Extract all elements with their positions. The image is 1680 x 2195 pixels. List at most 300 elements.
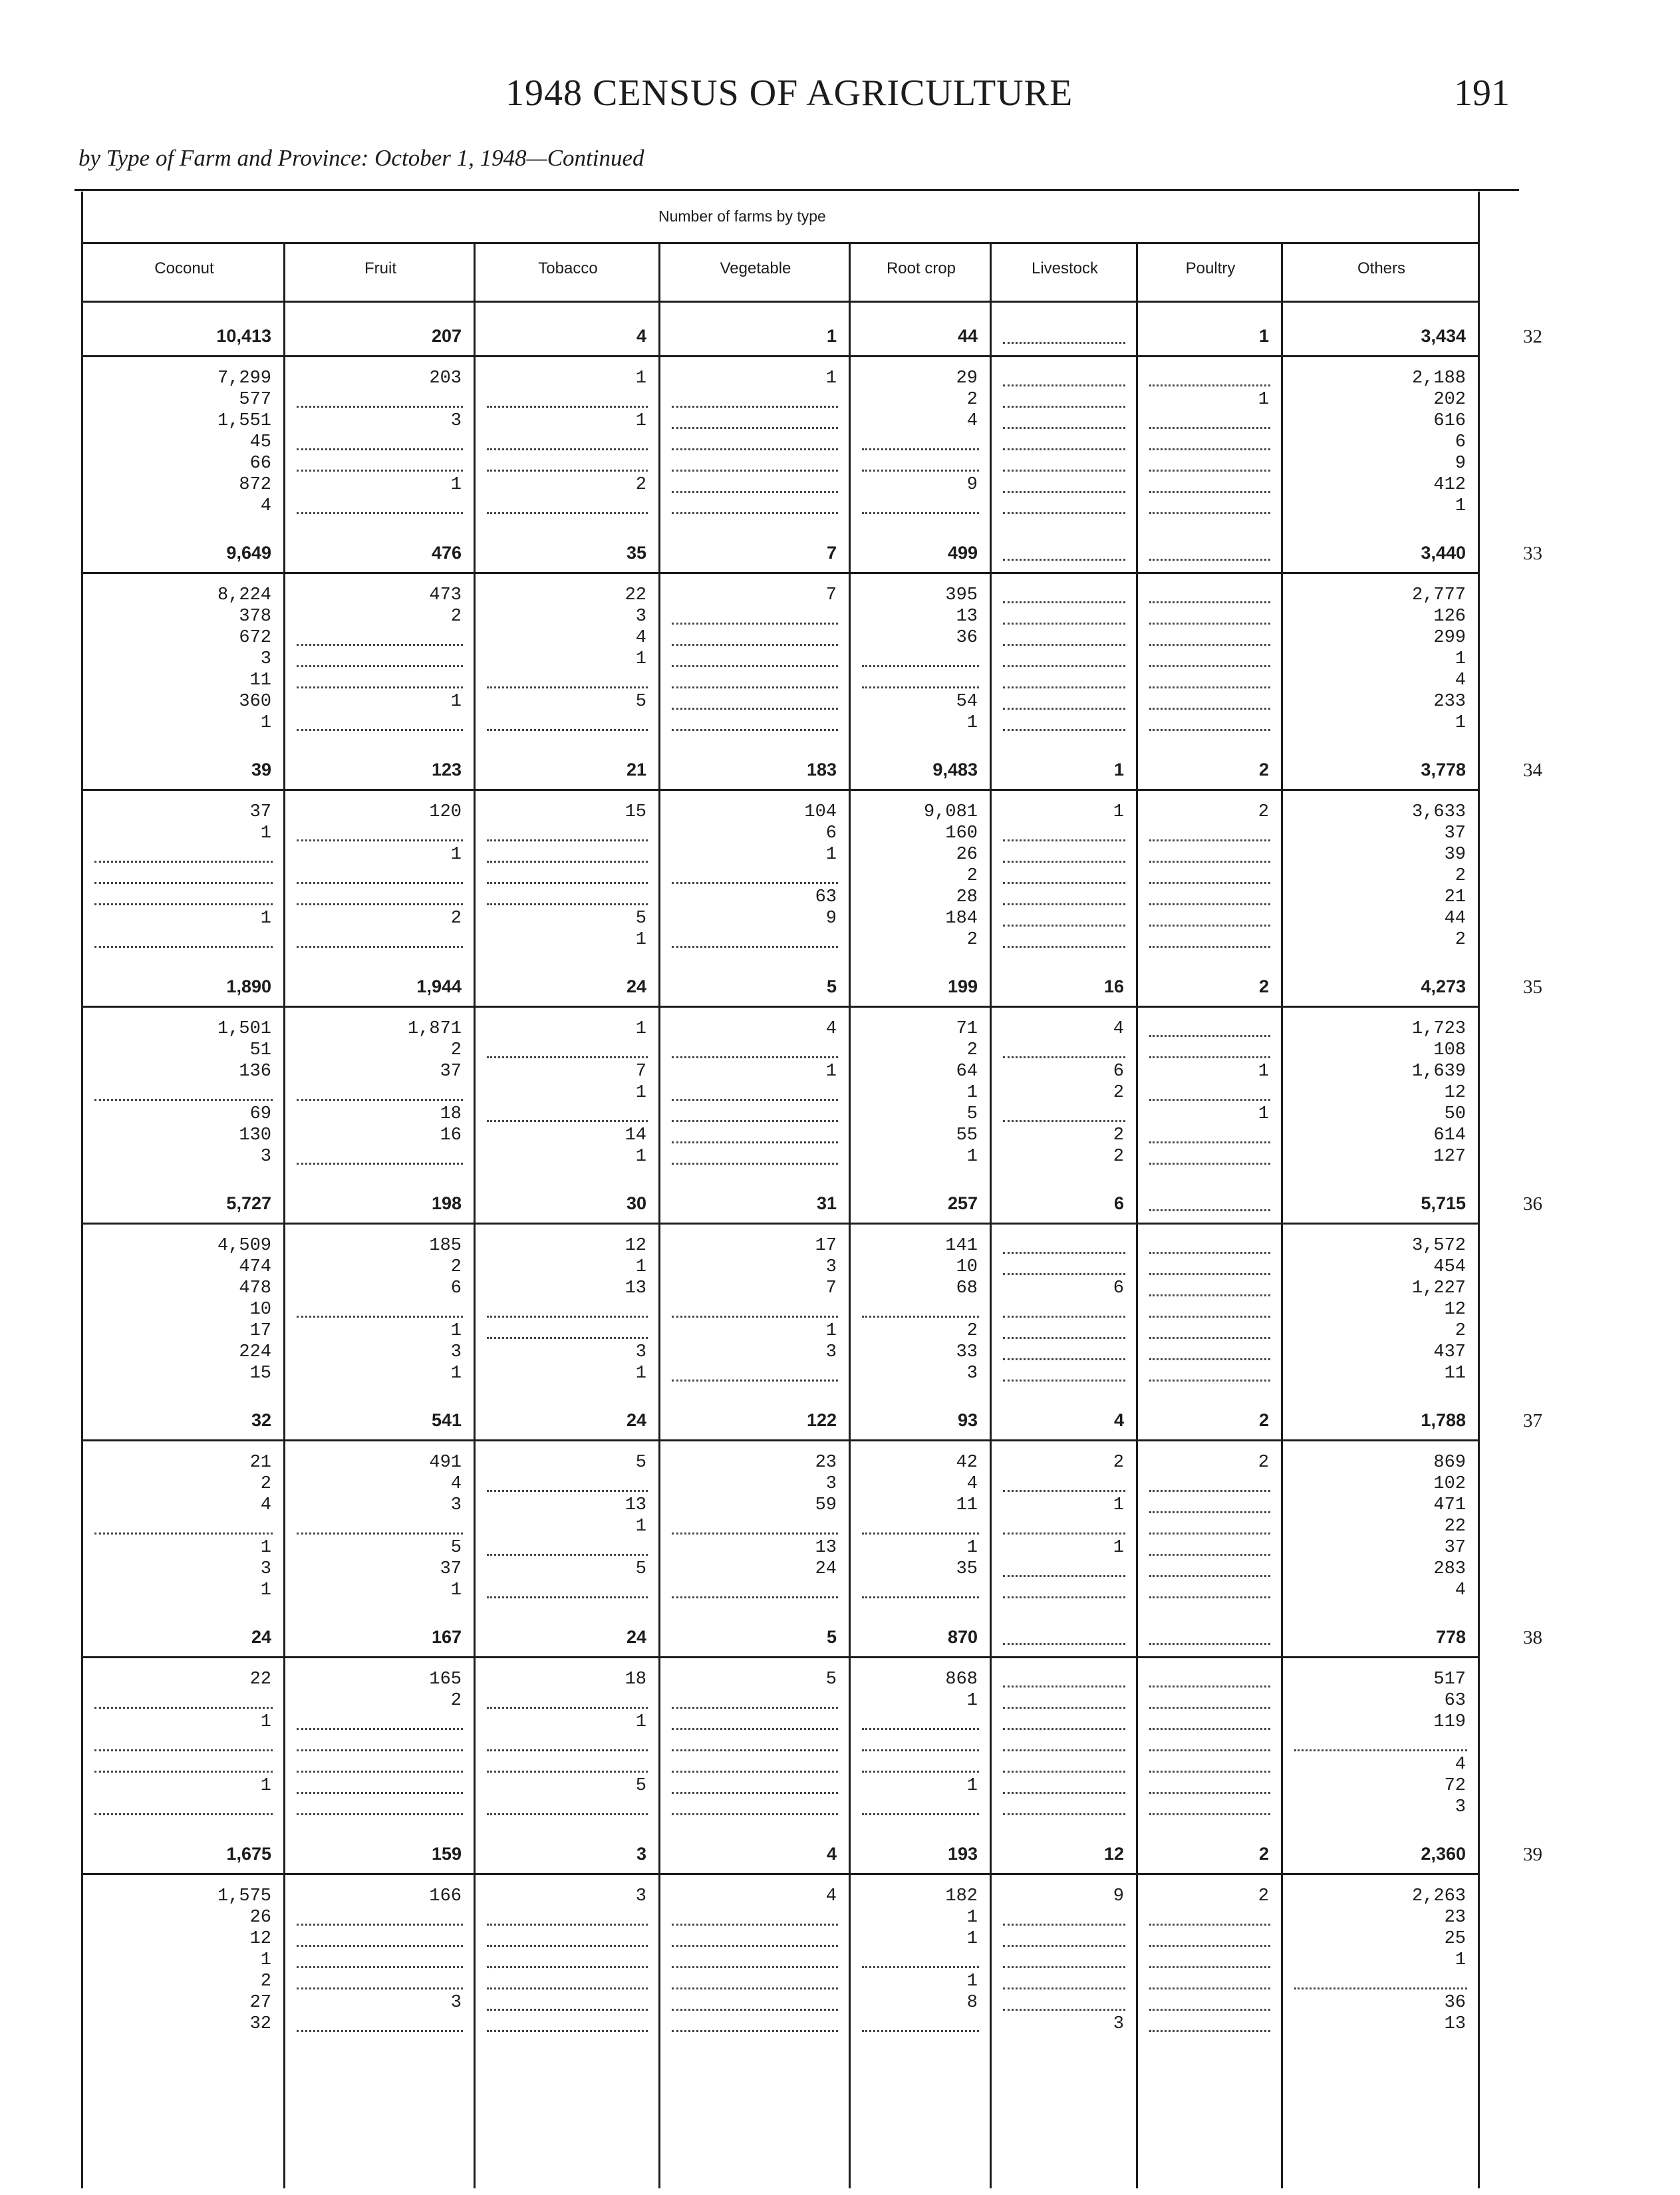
table-cell: 5 [635,909,646,929]
row-number: 35 [1523,976,1542,998]
table-cell: 2 [1113,1453,1124,1473]
table-cell: 2,777 [1411,585,1466,605]
table-cell: 166 [429,1886,462,1906]
dot-leader [94,946,273,948]
table-cell: 1 [260,713,271,733]
dot-leader [1149,1273,1270,1275]
table-cell: 1 [635,649,646,669]
table-cell: 1,227 [1411,1278,1466,1298]
table-cell: 14 [625,1125,646,1145]
dot-leader [672,1596,838,1598]
dot-leader [862,1966,979,1968]
total-cell: 199 [947,976,978,996]
dot-leader [672,1987,838,1989]
table-cell: 22 [1444,1517,1466,1536]
total-cell: 2 [1258,1844,1269,1864]
table-cell: 7,299 [217,368,271,388]
dot-leader [94,882,273,884]
table-cell: 1 [1113,1495,1124,1515]
table-cell: 1 [450,1321,462,1341]
dot-leader [94,861,273,863]
dot-leader [1149,1728,1270,1730]
table-cell: 3 [825,1257,837,1277]
dot-leader [487,686,648,688]
dot-leader [1149,1987,1270,1989]
total-cell: 1,788 [1421,1410,1466,1430]
table-cell: 130 [239,1125,271,1145]
table-cell: 22 [625,585,646,605]
dot-leader [1003,925,1125,927]
total-cell: 5 [826,1627,837,1647]
table-cell: 1 [635,1147,646,1167]
total-cell: 1 [1113,760,1124,780]
dot-leader [487,861,648,863]
dot-leader [1003,1575,1125,1577]
table-cell: 25 [1444,1929,1466,1949]
column-divider [81,192,83,2188]
dot-leader [672,1316,838,1318]
dot-leader [672,427,838,429]
table-cell: 1 [450,845,462,865]
table-cell: 8 [966,1993,978,2013]
dot-leader [487,2009,648,2011]
table-cell: 11 [1444,1364,1466,1384]
table-cell: 37 [440,1559,462,1579]
table-cell: 23 [815,1453,837,1473]
table-cell: 104 [804,802,837,822]
table-cell: 6 [1113,1062,1124,1082]
total-cell: 778 [1435,1627,1466,1647]
table-cell: 2 [450,1691,462,1711]
table-cell: 491 [429,1453,462,1473]
table-cell: 108 [1433,1040,1466,1060]
table-cell: 102 [1433,1474,1466,1494]
dot-leader [1149,729,1270,731]
table-cell: 37 [249,802,271,822]
table-cell: 6 [1455,432,1466,452]
dot-leader [672,1945,838,1947]
table-cell: 478 [239,1278,271,1298]
table-cell: 16 [440,1125,462,1145]
dot-leader [297,882,463,884]
table-cell: 35 [956,1559,978,1579]
dot-leader [1149,559,1270,561]
table-cell: 9 [1455,454,1466,474]
dot-leader [1149,925,1270,927]
dot-leader [1149,1643,1270,1645]
dot-leader [297,1099,463,1101]
dot-leader [1149,1685,1270,1687]
table-cell: 1 [966,1691,978,1711]
section-rule [81,355,1478,357]
table-cell: 2 [450,607,462,627]
dot-leader [297,839,463,841]
dot-leader [297,1924,463,1926]
table-cell: 1 [635,411,646,431]
total-cell: 2 [1258,760,1269,780]
table-cell: 23 [1444,1908,1466,1928]
table-cell: 3 [450,1342,462,1362]
row-number: 38 [1523,1627,1542,1648]
table-cell: 1 [1455,713,1466,733]
table-cell: 45 [249,432,271,452]
table-cell: 15 [249,1364,271,1384]
dot-leader [672,1707,838,1709]
table-cell: 13 [1444,2014,1466,2034]
table-cell: 2 [966,1321,978,1341]
dot-leader [1149,665,1270,667]
dot-leader [297,946,463,948]
dot-leader [1003,601,1125,603]
total-cell: 123 [431,760,462,780]
column-header: Fruit [364,259,396,277]
table-cell: 1 [966,1538,978,1558]
total-cell: 12 [1103,1844,1124,1864]
table-cell: 1 [635,1019,646,1039]
dot-leader [862,1596,979,1598]
dot-leader [672,946,838,948]
total-cell: 207 [431,326,462,346]
dot-leader [297,1728,463,1730]
table-cell: 1 [635,1712,646,1732]
dot-leader [1003,491,1125,493]
total-cell: 1 [826,326,837,346]
total-cell: 9,649 [226,543,271,563]
table-cell: 1 [635,1364,646,1384]
table-cell: 44 [1444,909,1466,929]
table-cell: 3 [966,1364,978,1384]
dot-leader [94,1771,273,1773]
table-cell: 12 [1444,1083,1466,1103]
page-title: 1948 CENSUS OF AGRICULTURE [505,73,1073,114]
total-cell: 24 [626,976,646,996]
table-cell: 28 [956,887,978,907]
table-cell: 1 [825,845,837,865]
dot-leader [1003,665,1125,667]
dot-leader [672,2009,838,2011]
table-cell: 1 [260,1776,271,1796]
total-cell: 6 [1113,1193,1124,1213]
table-cell: 13 [956,607,978,627]
table-cell: 474 [239,1257,271,1277]
total-cell: 9,483 [932,760,978,780]
table-cell: 5 [635,1559,646,1579]
total-cell: 93 [957,1410,978,1430]
total-cell: 257 [947,1193,978,1213]
total-cell: 10,413 [216,326,271,346]
dot-leader [1149,686,1270,688]
table-cell: 1 [966,1908,978,1928]
total-cell: 39 [251,760,271,780]
total-cell: 32 [251,1410,271,1430]
table-cell: 37 [440,1062,462,1082]
dot-leader [1003,448,1125,450]
dot-leader [862,2030,979,2032]
total-cell: 167 [431,1627,462,1647]
dot-leader [487,512,648,514]
table-cell: 22 [249,1670,271,1689]
table-cell: 71 [956,1019,978,1039]
total-cell: 31 [816,1193,837,1213]
table-cell: 412 [1433,475,1466,495]
table-cell: 126 [1433,607,1466,627]
table-cell: 4 [1455,1580,1466,1600]
dot-leader [297,644,463,646]
table-cell: 5 [966,1104,978,1124]
table-cell: 2 [966,1040,978,1060]
table-cell: 1 [1455,649,1466,669]
dot-leader [1003,1685,1125,1687]
table-cell: 7 [635,1062,646,1082]
table-cell: 1,501 [217,1019,271,1039]
dot-leader [94,1749,273,1751]
table-cell: 11 [956,1495,978,1515]
dot-leader [672,1728,838,1730]
section-rule [81,1873,1478,1875]
table-cell: 1 [635,1517,646,1536]
dot-leader [297,1987,463,1989]
table-cell: 10 [249,1300,271,1320]
dot-leader [672,1813,838,1815]
dot-leader [1003,2009,1125,2011]
dot-leader [1149,1252,1270,1254]
dot-leader [487,729,648,731]
dot-leader [672,491,838,493]
table-cell: 203 [429,368,462,388]
table-cell: 3 [825,1474,837,1494]
group-header: Number of farms by type [658,208,826,225]
table-cell: 17 [249,1321,271,1341]
table-cell: 37 [1444,823,1466,843]
column-divider [283,242,285,2188]
table-cell: 2 [1258,802,1269,822]
dot-leader [1003,1813,1125,1815]
dot-leader [297,1792,463,1794]
total-cell: 2,360 [1421,1844,1466,1864]
total-cell: 5,715 [1421,1193,1466,1213]
dot-leader [1149,1575,1270,1577]
table-cell: 224 [239,1342,271,1362]
table-cell: 12 [1444,1300,1466,1320]
table-cell: 1 [1113,1538,1124,1558]
dot-leader [672,1056,838,1058]
dot-leader [1149,861,1270,863]
table-cell: 517 [1433,1670,1466,1689]
table-cell: 395 [945,585,978,605]
dot-leader [1149,644,1270,646]
dot-leader [672,729,838,731]
dot-leader [1149,1792,1270,1794]
table-cell: 9 [825,909,837,929]
table-cell: 4 [966,411,978,431]
group-header-rule [81,242,1478,244]
table-cell: 27 [249,1993,271,2013]
dot-leader [672,644,838,646]
table-cell: 17 [815,1236,837,1256]
dot-leader [297,1771,463,1773]
table-cell: 2 [450,1040,462,1060]
table-cell: 54 [956,692,978,712]
table-subtitle: by Type of Farm and Province: October 1, 1948—Continued [78,145,644,171]
dot-leader [94,1813,273,1815]
table-cell: 2 [1113,1147,1124,1167]
table-cell: 1 [966,1776,978,1796]
dot-leader [297,512,463,514]
dot-leader [672,512,838,514]
total-cell: 499 [947,543,978,563]
column-header: Vegetable [720,259,791,277]
dot-leader [1003,406,1125,408]
dot-leader [1149,601,1270,603]
dot-leader [1003,1643,1125,1645]
table-cell: 2 [260,1474,271,1494]
table-cell: 72 [1444,1776,1466,1796]
dot-leader [1149,448,1270,450]
total-cell: 159 [431,1844,462,1864]
table-cell: 5 [635,1776,646,1796]
table-cell: 202 [1433,390,1466,410]
table-cell: 165 [429,1670,462,1689]
table-cell: 3 [450,411,462,431]
row-number: 33 [1523,543,1542,564]
table-cell: 10 [956,1257,978,1277]
table-cell: 4,509 [217,1236,271,1256]
dot-leader [1003,342,1125,344]
table-cell: 15 [625,802,646,822]
dot-leader [1003,644,1125,646]
table-cell: 11 [249,670,271,690]
dot-leader [672,1924,838,1926]
table-cell: 3 [635,1342,646,1362]
table-cell: 39 [1444,845,1466,865]
table-cell: 1 [1258,1062,1269,1082]
dot-leader [297,729,463,731]
table-cell: 4 [1113,1019,1124,1039]
table-cell: 1 [635,368,646,388]
table-cell: 1 [966,713,978,733]
dot-leader [1149,839,1270,841]
total-cell: 4 [1113,1410,1124,1430]
table-cell: 233 [1433,692,1466,712]
total-cell: 3,778 [1421,760,1466,780]
dot-leader [487,1924,648,1926]
dot-leader [1149,2030,1270,2032]
dot-leader [1149,1966,1270,1968]
section-rule [81,789,1478,791]
dot-leader [1003,839,1125,841]
dot-leader [1003,384,1125,386]
table-cell: 5 [635,692,646,712]
dot-leader [672,1380,838,1382]
table-cell: 12 [249,1929,271,1949]
dot-leader [672,2030,838,2032]
total-cell: 30 [626,1193,646,1213]
table-cell: 1 [966,1083,978,1103]
dot-leader [1003,861,1125,863]
dot-leader [487,1966,648,1968]
table-cell: 2 [450,1257,462,1277]
table-cell: 3 [1113,2014,1124,2034]
table-cell: 127 [1433,1147,1466,1167]
total-cell: 476 [431,543,462,563]
dot-leader [862,1533,979,1535]
dot-leader [1003,1056,1125,1058]
table-cell: 1 [260,823,271,843]
dot-leader [1294,1749,1467,1751]
dot-leader [297,1163,463,1165]
table-cell: 36 [1444,1993,1466,2013]
total-cell: 198 [431,1193,462,1213]
total-cell: 21 [626,760,646,780]
dot-leader [1003,1596,1125,1598]
dot-leader [1294,1987,1467,1989]
table-cell: 63 [815,887,837,907]
table-cell: 7 [825,585,837,605]
dot-leader [487,1120,648,1122]
table-cell: 1 [1258,1104,1269,1124]
total-cell: 4,273 [1421,976,1466,996]
dot-leader [672,1141,838,1143]
table-cell: 471 [1433,1495,1466,1515]
table-cell: 1 [966,1929,978,1949]
table-cell: 1 [1113,802,1124,822]
table-cell: 13 [625,1278,646,1298]
dot-leader [672,1771,838,1773]
table-cell: 4 [825,1886,837,1906]
table-cell: 4 [260,496,271,516]
table-cell: 6 [825,823,837,843]
dot-leader [1149,1294,1270,1296]
table-cell: 1 [825,1062,837,1082]
dot-leader [1003,1966,1125,1968]
total-cell: 5,727 [226,1193,271,1213]
total-cell: 3 [636,1844,646,1864]
dot-leader [297,686,463,688]
table-cell: 2 [1455,930,1466,950]
table-cell: 1 [825,368,837,388]
dot-leader [487,839,648,841]
dot-leader [1003,1533,1125,1535]
table-cell: 4 [260,1495,271,1515]
total-cell: 16 [1103,976,1124,996]
table-cell: 37 [1444,1538,1466,1558]
dot-leader [94,1099,273,1101]
total-cell: 183 [806,760,837,780]
dot-leader [1003,1380,1125,1382]
dot-leader [1149,1749,1270,1751]
table-cell: 3 [260,1147,271,1167]
table-cell: 1 [1455,1950,1466,1970]
table-cell: 1,723 [1411,1019,1466,1039]
dot-leader [297,448,463,450]
dot-leader [672,1966,838,1968]
table-cell: 1 [450,1580,462,1600]
row-number: 37 [1523,1410,1542,1431]
dot-leader [1149,2009,1270,2011]
dot-leader [1149,1035,1270,1037]
column-header-rule [81,301,1478,303]
table-cell: 4 [966,1474,978,1494]
table-cell: 50 [1444,1104,1466,1124]
table-cell: 63 [1444,1691,1466,1711]
dot-leader [862,1316,979,1318]
section-rule [81,572,1478,574]
table-cell: 3 [260,649,271,669]
total-cell: 1,675 [226,1844,271,1864]
table-cell: 55 [956,1125,978,1145]
table-cell: 5 [450,1538,462,1558]
total-cell: 1,944 [416,976,462,996]
